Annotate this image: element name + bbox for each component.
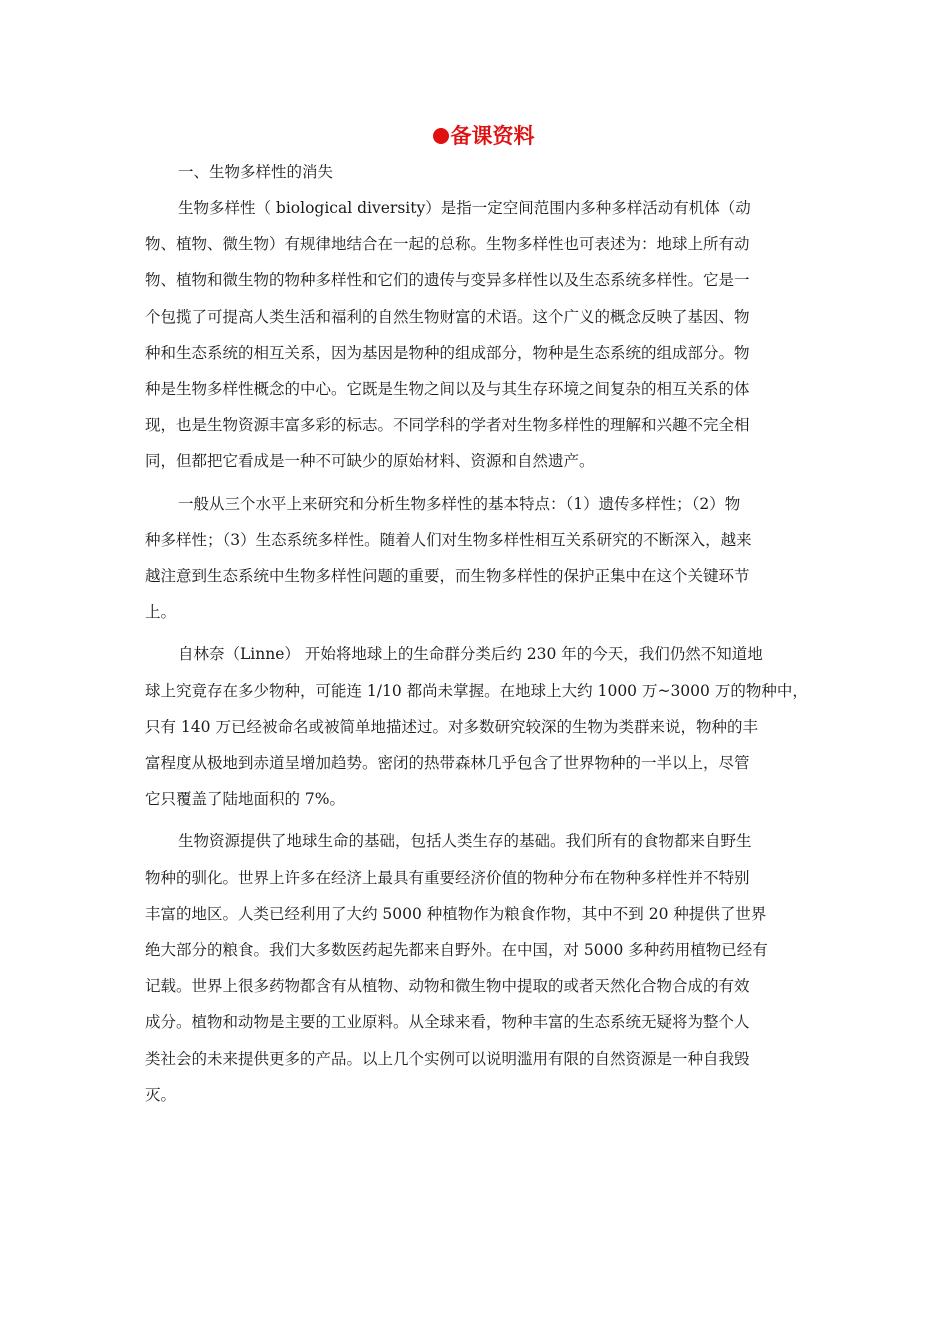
paragraph-line: 物种的驯化。世界上许多在经济上最具有重要经济价值的物种分布在物种多样性并不特别 <box>145 868 750 887</box>
paragraph <box>145 190 810 480</box>
paragraph-line: 丰富的地区。人类已经利用了大约 5000 种植物作为粮食作物，其中不到 20 种提供了世界 <box>145 904 767 923</box>
paragraph-line: 富程度从极地到赤道呈增加趋势。密闭的热带森林几乎包含了世界物种的一半以上，尽管 <box>145 754 750 773</box>
paragraph-line: 同，但都把它看成是一种不可缺少的原始材料、资源和自然遗产。 <box>145 452 595 471</box>
paragraph-line: 自林奈（Linne） 开始将地球上的生命群分类后约 230 年的今天，我们仍然不知道地 <box>178 645 763 664</box>
document-page <box>145 118 810 1119</box>
paragraph-line: 现，也是生物资源丰富多彩的标志。不同学科的学者对生物多样性的理解和兴趣不完全相 <box>145 416 750 435</box>
title-text: 备课资料 <box>450 124 535 148</box>
paragraph-line: 越注意到生态系统中生物多样性问题的重要，而生物多样性的保护正集中在这个关键环节 <box>145 567 750 586</box>
paragraph-line: 记载。世界上很多药物都含有从植物、动物和微生物中提取的或者天然化合物合成的有效 <box>145 977 750 996</box>
paragraph-line: 它只覆盖了陆地面积的 7%。 <box>145 790 346 809</box>
paragraph-line: 灭。 <box>145 1085 177 1104</box>
paragraph-line: 上。 <box>145 603 177 622</box>
paragraph-line: 物、植物、微生物）有规律地结合在一起的总称。生物多样性也可表述为：地球上所有动 <box>145 235 750 254</box>
paragraph <box>145 823 810 1113</box>
paragraph-line: 物、植物和微生物的物种多样性和它们的遗传与变异多样性以及生态系统多样性。它是一 <box>145 271 750 290</box>
document-title <box>151 118 816 154</box>
paragraph-line: 成分。植物和动物是主要的工业原料。从全球来看，物种丰富的生态系统无疑将为整个人 <box>145 1013 750 1032</box>
paragraph-list <box>145 190 810 1113</box>
section-heading: 一、生物多样性的消失 <box>178 163 334 181</box>
paragraph-line: 绝大部分的粮食。我们大多数医药起先都来自野外。在中国，对 5000 多种药用植物已经有 <box>145 941 768 960</box>
paragraph-line: 个包揽了可提高人类生活和福利的自然生物财富的术语。这个广义的概念反映了基因、物 <box>145 307 750 326</box>
paragraph-line: 生物多样性（ biological diversity）是指一定空间范围内多种多样活动有机体（动 <box>178 199 751 217</box>
paragraph-line: 种是生物多样性概念的中心。它既是生物之间以及与其生存环境之间复杂的相互关系的体 <box>145 380 750 399</box>
paragraph-line: 类社会的未来提供更多的产品。以上几个实例可以说明滥用有限的自然资源是一种自我毁 <box>145 1049 750 1068</box>
paragraph-line: 一般从三个水平上来研究和分析生物多样性的基本特点：（1）遗传多样性；（2）物 <box>178 494 741 513</box>
red-bullet-icon <box>433 128 449 144</box>
paragraph-line: 球上究竟存在多少物种，可能连 1/10 都尚未掌握。在地球上大约 1000 万~3000 万的物种中， <box>145 681 808 700</box>
paragraph-line: 种多样性；（3）生态系统多样性。随着人们对生物多样性相互关系研究的不断深入，越来 <box>145 530 752 549</box>
paragraph-line: 只有 140 万已经被命名或被简单地描述过。对多数研究较深的生物为类群来说，物种的丰 <box>145 717 758 736</box>
paragraph-line: 种和生态系统的相互关系，因为基因是物种的组成部分，物种是生态系统的组成部分。物 <box>145 343 750 362</box>
paragraph <box>145 636 810 817</box>
paragraph-line: 生物资源提供了地球生命的基础，包括人类生存的基础。我们所有的食物都来自野生 <box>178 832 752 851</box>
paragraph <box>145 486 810 631</box>
